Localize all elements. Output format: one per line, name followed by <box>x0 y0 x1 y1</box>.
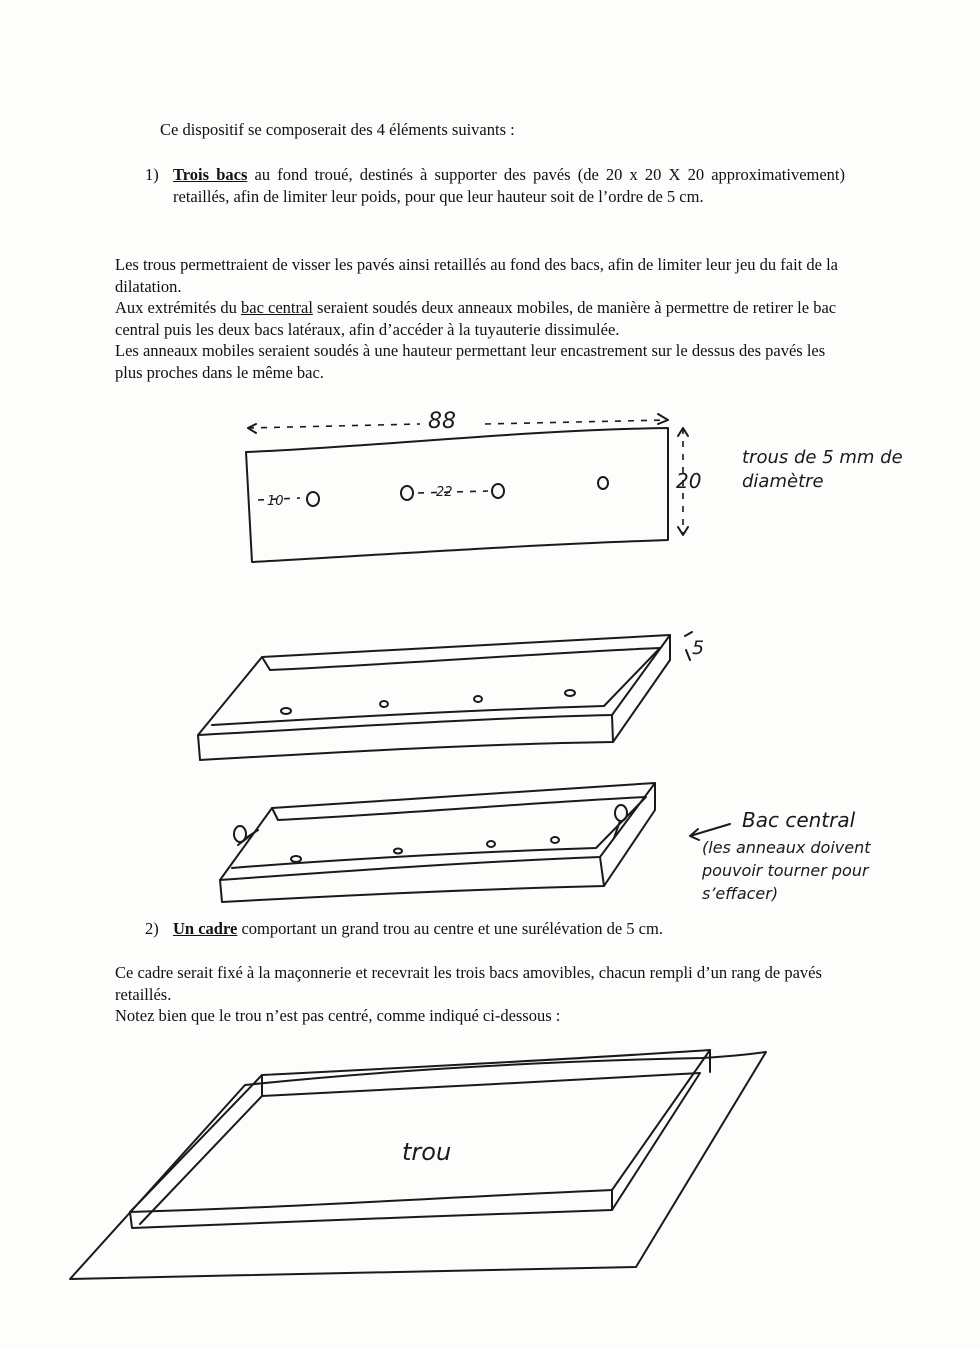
paragraph-rings: Aux extrémités du bac central seraient soudés deux anneaux mobiles, de manière à permettre de retirer le bac central puis les deux bacs latéraux, afin d’accéder à la tuyauterie dissimulée. <box>115 298 837 339</box>
paragraph-frame-line2: Notez bien que le trou n’est pas centré, comme indiqué ci-dessous : <box>115 1006 561 1025</box>
paragraph-holes-line1: Les trous permettraient de visser les pavés ainsi retaillés au fond des bacs, afin de limiter leur jeu du fait de la dilatation. <box>115 255 839 296</box>
hole-label: trou <box>402 1138 452 1166</box>
item-2 <box>145 918 785 940</box>
hole-spacing-label: 22 <box>436 485 453 500</box>
central-tray-note-title: Bac central <box>742 808 856 832</box>
intro-text: Ce dispositif se composerait des 4 éléments suivants : <box>160 120 515 139</box>
bac-central-underlined: bac central <box>241 298 313 317</box>
paragraph-height: Les anneaux mobiles seraient soudés à une hauteur permettant leur encastrement sur le dessus des pavés les plus proches dans le même bac. <box>115 341 826 382</box>
item-1-title: Trois bacs <box>173 165 248 184</box>
ring-right <box>615 805 627 821</box>
sketch-lateral-tray <box>198 632 704 760</box>
sketch-central-tray <box>220 783 730 902</box>
hole-left-label: 10 <box>267 494 284 509</box>
paragraph-frame-line1: Ce cadre serait fixé à la maçonnerie et recevrait les trois bacs amovibles, chacun rempli d’un rang de pavés retaillés. <box>115 963 822 1004</box>
item-1-number: 1) <box>145 165 159 184</box>
holes-diameter-note: trous de 5 mm de diamètre <box>742 447 903 492</box>
central-tray-note-detail: (les anneaux doivent pouvoir tourner pour s’effacer) <box>702 838 871 903</box>
depth-label: 5 <box>692 637 705 659</box>
length-label: 88 <box>428 409 456 434</box>
item-2-title: Un cadre <box>173 919 238 938</box>
sketch-top-view <box>246 409 701 562</box>
item-2-text: comportant un grand trou au centre et une surélévation de 5 cm. <box>237 919 663 938</box>
item-1-text: au fond troué, destinés à supporter des pavés (de 20 x 20 X 20 approximativement) retaillés, afin de limiter leur poids, pour que leur hauteur soit de l’ordre de 5 cm. <box>173 165 846 206</box>
item-2-number: 2) <box>145 919 159 938</box>
item-2-body <box>173 918 663 940</box>
height-label: 20 <box>676 469 702 493</box>
paragraph-frame <box>115 962 845 1027</box>
